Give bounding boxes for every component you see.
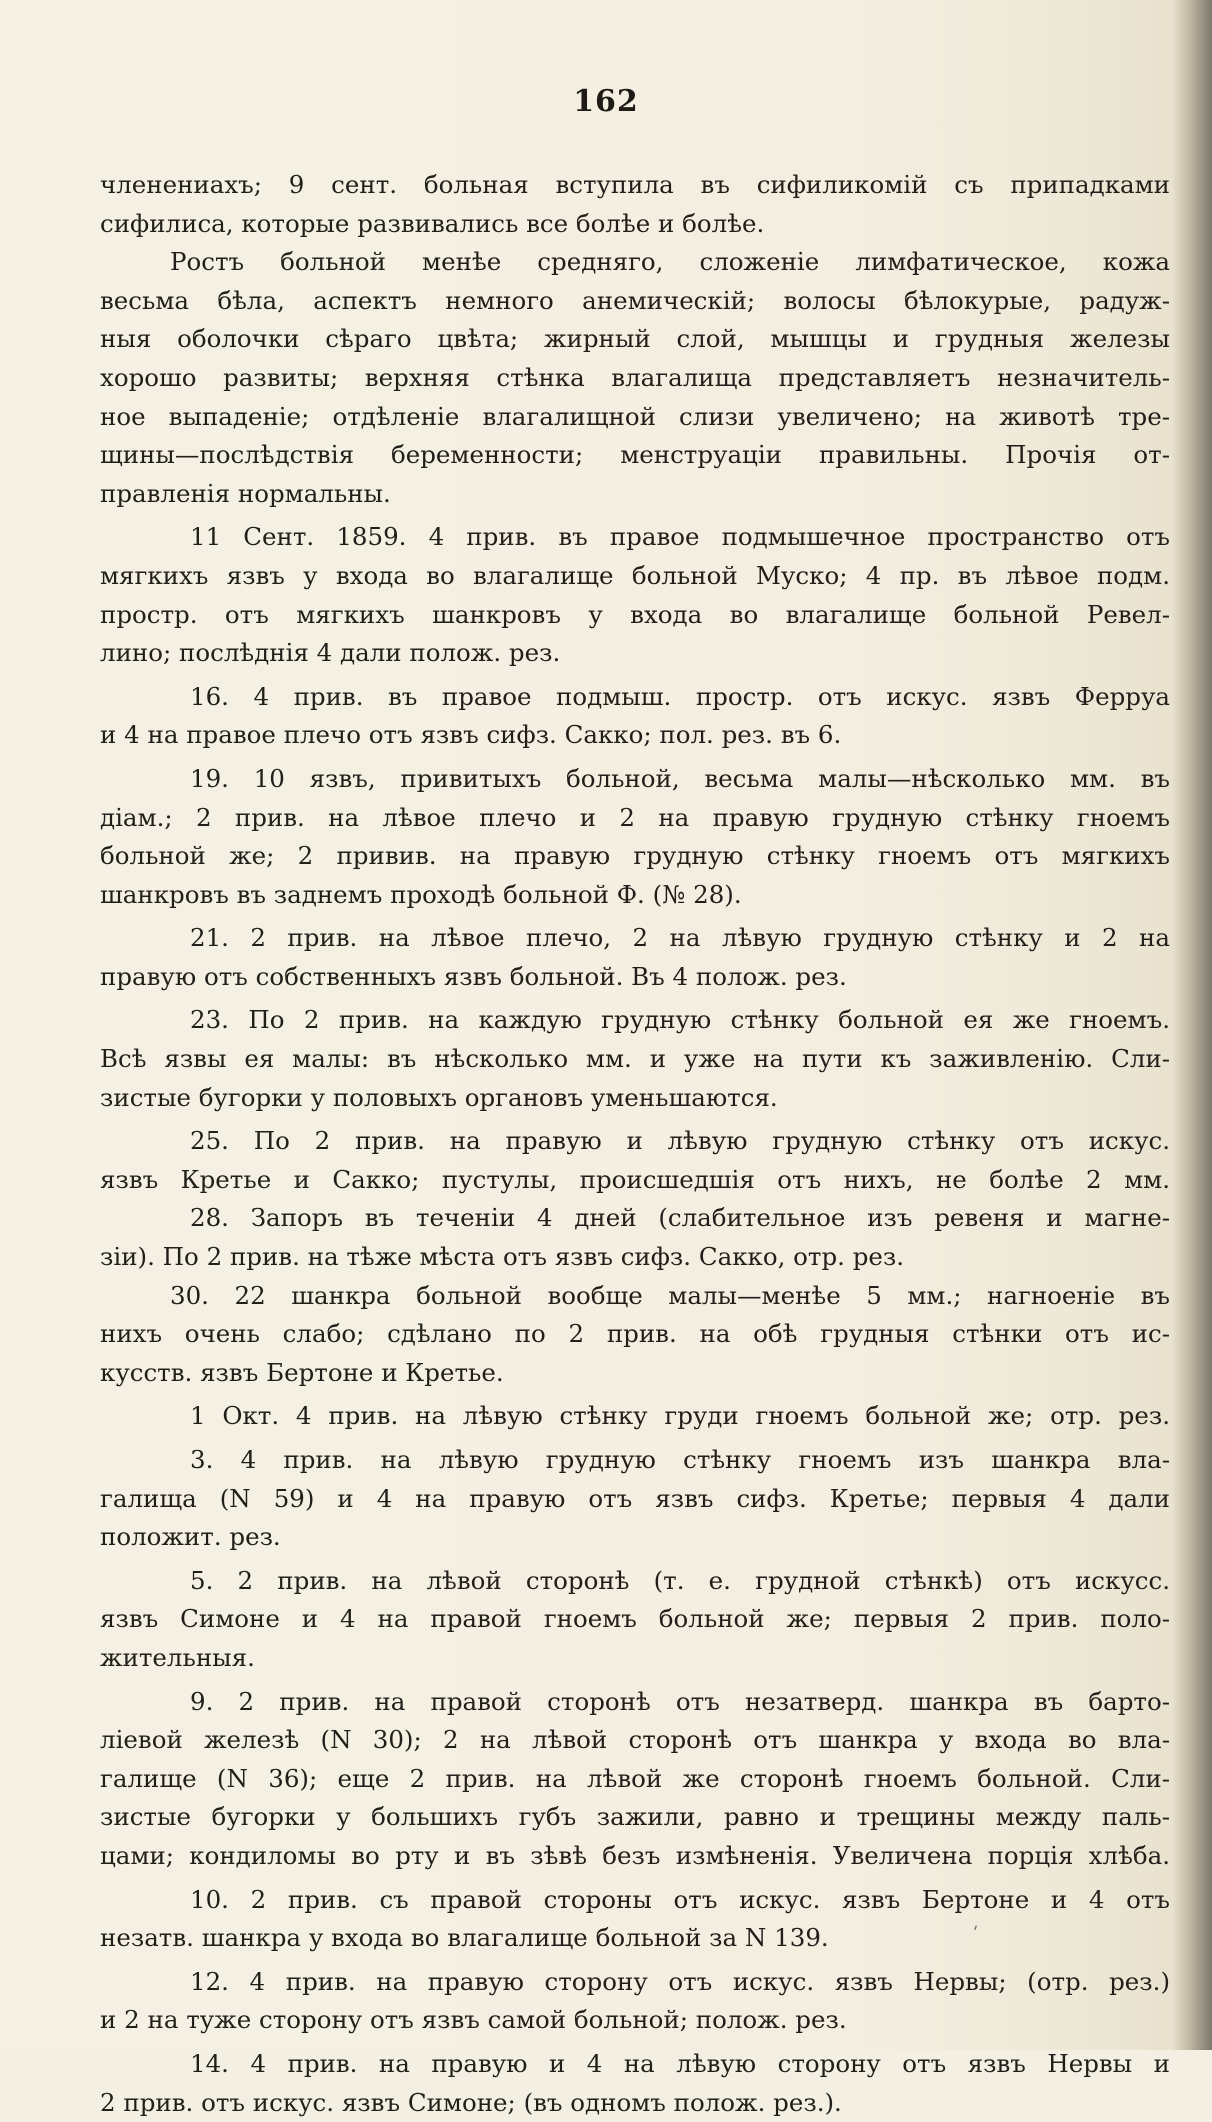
paragraph [100, 1683, 1170, 1876]
paragraph [100, 1397, 1170, 1436]
text-line: зистые бугорки у половыхъ органовъ уменьшаются. [100, 1079, 1170, 1118]
paragraph [100, 2045, 1170, 2122]
text-line: и 2 на туже сторону отъ язвъ самой больной; полож. рез. [100, 2001, 1170, 2040]
text-line: язвъ Симоне и 4 на правой гноемъ больной же; первыя 2 прив. поло- [100, 1600, 1170, 1639]
paragraph [100, 1122, 1170, 1199]
text-line: членениахъ; 9 сент. больная вступила въ сифиликомій съ припадками [100, 166, 1170, 205]
text-line: незатв. шанкра у входа во влагалище больной за N 139. [100, 1919, 1170, 1958]
text-line: правую отъ собственныхъ язвъ больной. Въ 4 полож. рез. [100, 958, 1170, 997]
text-line: цами; кондиломы во рту и въ зѣвѣ безъ измѣненія. Увеличена порція хлѣба. [100, 1837, 1170, 1876]
text-line: простр. отъ мягкихъ шанкровъ у входа во влагалище больной Ревел- [100, 596, 1170, 635]
paragraph [100, 760, 1170, 914]
paragraph [100, 243, 1170, 513]
paragraph [100, 1562, 1170, 1678]
text-line: 11 Сент. 1859. 4 прив. въ правое подмышечное пространство отъ [100, 518, 1170, 557]
text-line: и 4 на правое плечо отъ язвъ сифз. Сакко; пол. рез. въ 6. [100, 716, 1170, 755]
text-line: галища (N 59) и 4 на правую отъ язвъ сифз. Кретье; первыя 4 дали [100, 1480, 1170, 1519]
text-line: хорошо развиты; верхняя стѣнка влагалища представляетъ незначитель- [100, 359, 1170, 398]
text-line: ныя оболочки сѣраго цвѣта; жирный слой, мышцы и грудныя железы [100, 320, 1170, 359]
text-line: 21. 2 прив. на лѣвое плечо, 2 на лѣвую грудную стѣнку и 2 на [100, 919, 1170, 958]
text-line: галище (N 36); еще 2 прив. на лѣвой же сторонѣ гноемъ больной. Сли- [100, 1760, 1170, 1799]
text-line: 28. Запоръ въ теченіи 4 дней (слабительное изъ ревеня и магне- [100, 1199, 1170, 1238]
text-line: правленія нормальны. [100, 475, 1170, 514]
text-line: діам.; 2 прив. на лѣвое плечо и 2 на правую грудную стѣнку гноемъ [100, 799, 1170, 838]
text-line: Ростъ больной менѣе средняго, сложеніе лимфатическое, кожа [100, 243, 1170, 282]
text-line: 16. 4 прив. въ правое подмыш. простр. отъ искус. язвъ Ферруа [100, 678, 1170, 717]
text-line: 23. По 2 прив. на каждую грудную стѣнку больной ея же гноемъ. [100, 1001, 1170, 1040]
text-line: весьма бѣла, аспектъ немного анемическій; волосы бѣлокурые, радуж- [100, 282, 1170, 321]
text-line: лино; послѣднія 4 дали полож. рез. [100, 634, 1170, 673]
text-line: ное выпаденіе; отдѣленіе влагалищной слизи увеличено; на животѣ тре- [100, 398, 1170, 437]
text-line: 3. 4 прив. на лѣвую грудную стѣнку гноемъ изъ шанкра вла- [100, 1441, 1170, 1480]
text-line: ліевой железѣ (N 30); 2 на лѣвой сторонѣ отъ шанкра у входа во вла- [100, 1721, 1170, 1760]
text-line: больной же; 2 привив. на правую грудную стѣнку гноемъ отъ мягкихъ [100, 837, 1170, 876]
paragraph [100, 1441, 1170, 1557]
text-line: кусств. язвъ Бертоне и Кретье. [100, 1354, 1170, 1393]
text-line: язвъ Кретье и Сакко; пустулы, происшедшія отъ нихъ, не болѣе 2 мм. [100, 1161, 1170, 1200]
paragraph [100, 1199, 1170, 1276]
paragraph [100, 1277, 1170, 1393]
text-line: 5. 2 прив. на лѣвой сторонѣ (т. е. грудной стѣнкѣ) отъ искусс. [100, 1562, 1170, 1601]
text-line: 25. По 2 прив. на правую и лѣвую грудную стѣнку отъ искус. [100, 1122, 1170, 1161]
paragraph [100, 678, 1170, 755]
text-line: мягкихъ язвъ у входа во влагалище больной Муско; 4 пр. въ лѣвое подм. [100, 557, 1170, 596]
text-line: зистые бугорки у большихъ губъ зажили, равно и трещины между паль- [100, 1798, 1170, 1837]
paragraph [100, 919, 1170, 996]
text-line: 14. 4 прив. на правую и 4 на лѣвую сторону отъ язвъ Нервы и [100, 2045, 1170, 2084]
text-line: щины—послѣдствія беременности; менструаціи правильны. Прочія от- [100, 436, 1170, 475]
text-line: 19. 10 язвъ, привитыхъ больной, весьма малы—нѣсколько мм. въ [100, 760, 1170, 799]
text-line: 30. 22 шанкра больной вообще малы—менѣе 5 мм.; нагноеніе въ [100, 1277, 1170, 1316]
text-line: 9. 2 прив. на правой сторонѣ отъ незатверд. шанкра въ барто- [100, 1683, 1170, 1722]
text-line: Всѣ язвы ея малы: въ нѣсколько мм. и уже на пути къ заживленію. Сли- [100, 1040, 1170, 1079]
page-body [100, 166, 1170, 2122]
text-line: сифилиса, которые развивались все болѣе и болѣе. [100, 205, 1170, 244]
text-line: 1 Окт. 4 прив. на лѣвую стѣнку груди гноемъ больной же; отр. рез. [100, 1397, 1170, 1436]
paragraph [100, 1001, 1170, 1117]
page-number: 162 [0, 84, 1212, 119]
text-line: 10. 2 прив. съ правой стороны отъ искус. язвъ Бертоне и 4 отъ [100, 1881, 1170, 1920]
text-line: жительныя. [100, 1639, 1170, 1678]
binding-shadow [1172, 0, 1212, 2050]
text-line: нихъ очень слабо; сдѣлано по 2 прив. на обѣ грудныя стѣнки отъ ис- [100, 1315, 1170, 1354]
text-line: зіи). По 2 прив. на тѣже мѣста отъ язвъ сифз. Сакко, отр. рез. [100, 1238, 1170, 1277]
text-line: 12. 4 прив. на правую сторону отъ искус. язвъ Нервы; (отр. рез.) [100, 1963, 1170, 2002]
paragraph [100, 166, 1170, 243]
paragraph [100, 518, 1170, 672]
text-line: шанкровъ въ заднемъ проходѣ больной Ф. (№ 28). [100, 876, 1170, 915]
paragraph [100, 1881, 1170, 1958]
paragraph [100, 1963, 1170, 2040]
ink-speck: ' [969, 1922, 980, 1941]
text-line: 2 прив. отъ искус. язвъ Симоне; (въ одномъ полож. рез.). [100, 2084, 1170, 2122]
text-line: положит. рез. [100, 1518, 1170, 1557]
